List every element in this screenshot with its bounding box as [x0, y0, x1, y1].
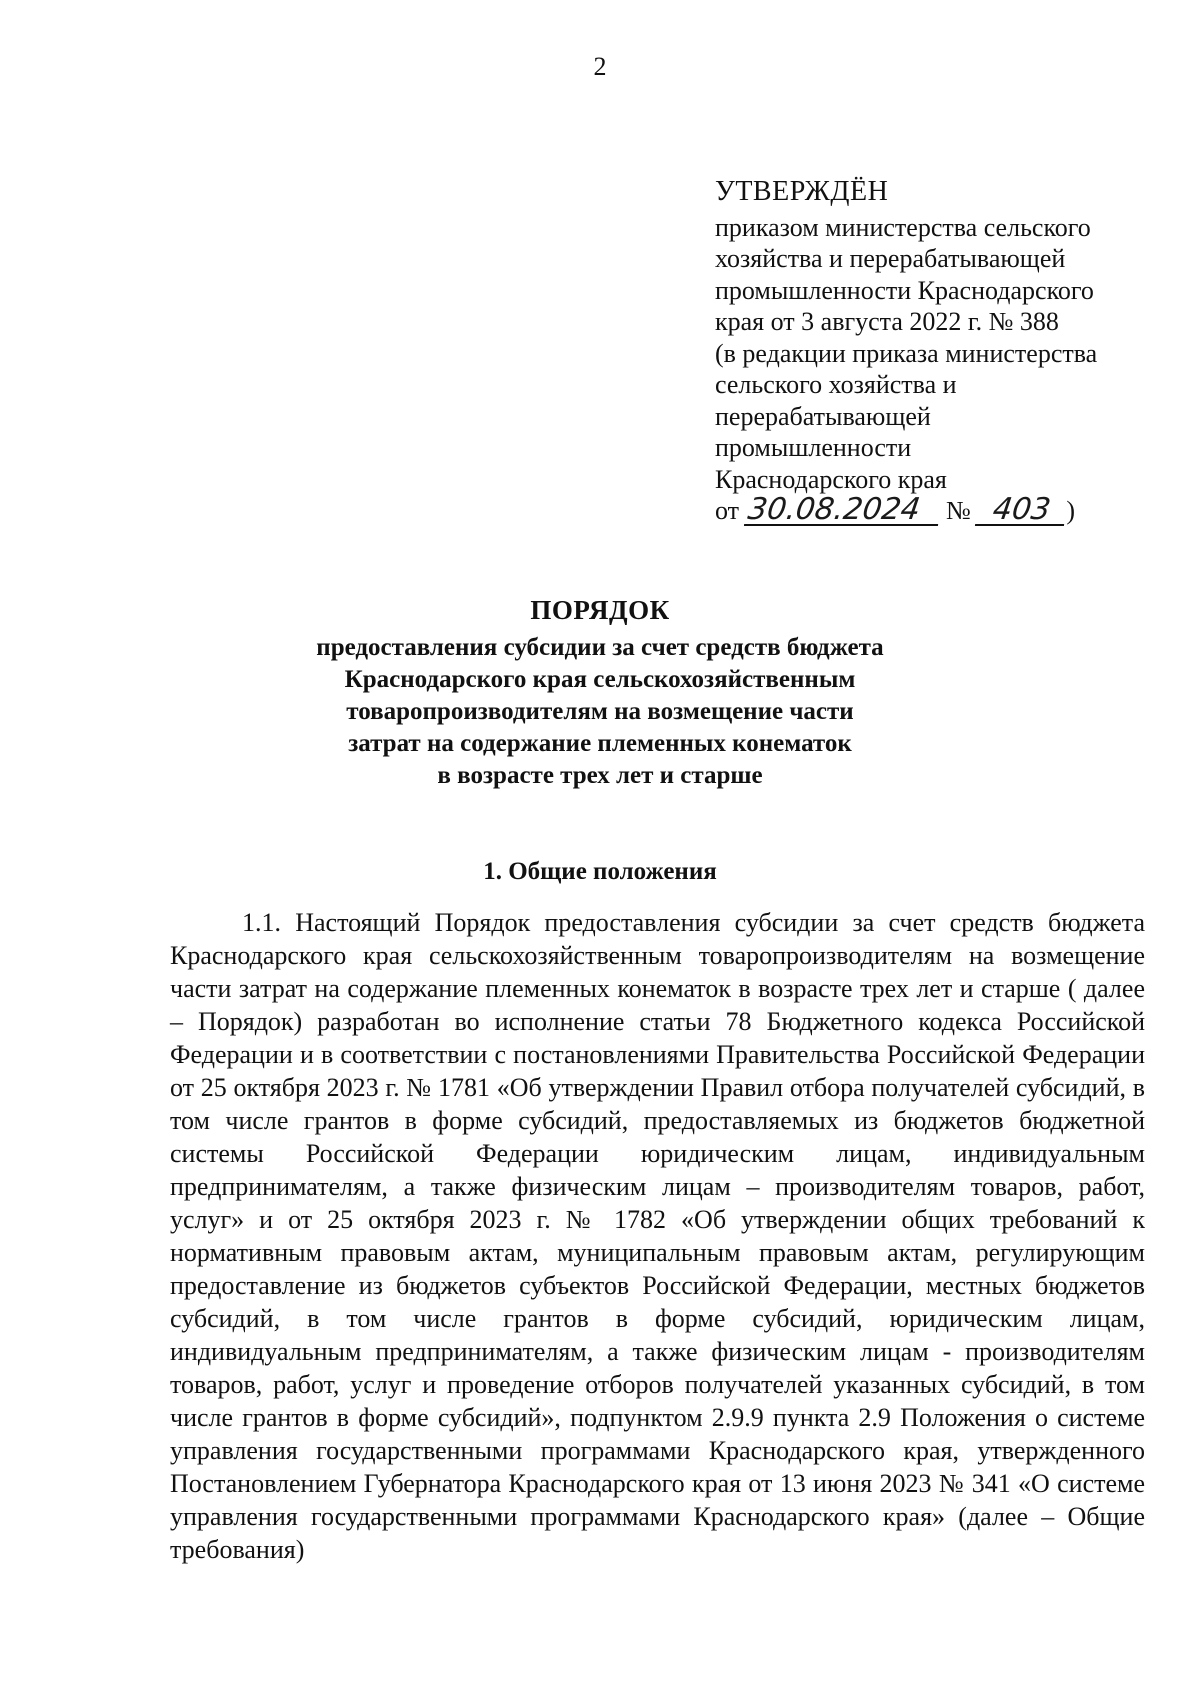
approval-line: сельского хозяйства и — [715, 370, 957, 399]
subtitle-line: предоставления субсидии за счет средств бюджета — [316, 634, 884, 661]
page-number: 2 — [593, 52, 607, 81]
handwritten-number: 403 — [975, 496, 1068, 526]
approval-date-line — [715, 492, 1155, 527]
approval-line: перерабатывающей — [715, 401, 931, 431]
handwritten-date: 30.08.2024 — [743, 496, 941, 526]
approval-stamp — [715, 176, 1155, 527]
approval-title: УТВЕРЖДЁН — [715, 176, 889, 207]
subtitle-line: товаропроизводителям на возмещение части — [346, 698, 854, 725]
number-sign: № — [946, 496, 971, 525]
approval-line: приказом министерства сельского — [715, 212, 1091, 242]
approval-line: хозяйства и перерабатывающей — [715, 244, 1066, 273]
document-title-block — [0, 595, 1200, 792]
approval-line: Краснодарского края — [715, 464, 947, 494]
date-prefix: от — [715, 496, 740, 525]
approval-line: (в редакции приказа министерства — [715, 338, 1098, 368]
paragraph: 1.1. Настоящий Порядок предоставления субсидии за счет средств бюджета Краснодарского края сельскохозяйственным товаропроизводителям на возмещение части затрат на содержание племенных конематок в возрасте трех лет и старше ( далее – Порядок) разработан во исполнение статьи 78 Бюджетного кодекса Российской Федерации и в соответствии с постановлениями Правительства Российской Федерации от 25 октября 2023 г. № 1781 «Об утверждении Правил отбора получателей субсидий, в том числе грантов в форме субсидий, предоставляемых из бюджетов бюджетной системы Российской Федерации юридическим лицам, индивидуальным предпринимателям, а также физическим лицам – производителям товаров, работ, услуг» и от 25 октября 2023 г. № 1782 «Об утверждении общих требований к нормативным правовым актам, муниципальным правовым актам, регулирующим предоставление из бюджетов субъектов Российской Федерации, местных бюджетов субсидий, в том числе грантов в форме субсидий, юридическим лицам, индивидуальным предпринимателям, а также физическим лицам - производителям товаров, работ, услуг и проведение отборов получателей указанных субсидий, в том числе грантов в форме субсидий», подпунктом 2.9.9 пункта 2.9 Положения о системе управления государственными программами Краснодарского края, утвержденного Постановлением Губернатора Краснодарского края от 13 июня 2023 № 341 «О системе управления государственными программами Краснодарского края» (далее – Общие требования) — [170, 908, 1145, 1564]
closing-paren: ) — [1066, 496, 1076, 525]
subtitle-line: затрат на содержание племенных конематок — [348, 730, 852, 757]
approval-line: промышленности Краснодарского — [715, 275, 1094, 305]
document-subtitle — [250, 632, 950, 792]
approval-line: промышленности — [715, 433, 912, 462]
approval-line: края от 3 августа 2022 г. № 388 — [715, 307, 1059, 336]
section-heading: 1. Общие положения — [483, 858, 717, 885]
subtitle-line: Краснодарского края сельскохозяйственным — [344, 666, 856, 693]
document-title: ПОРЯДОК — [530, 595, 670, 625]
subtitle-line: в возрасте трех лет и старше — [437, 762, 763, 789]
body-text — [170, 906, 1145, 1566]
